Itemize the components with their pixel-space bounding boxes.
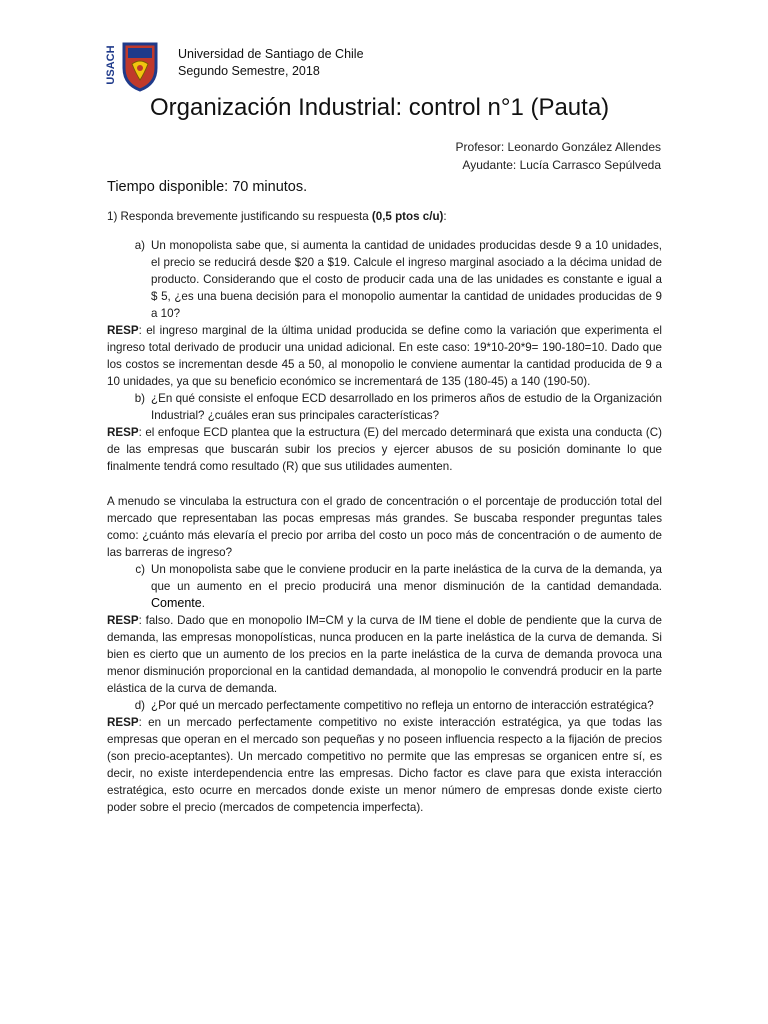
staff-block bbox=[456, 138, 661, 174]
item-label: a) bbox=[134, 239, 145, 252]
time-available: Tiempo disponible: 70 minutos. bbox=[107, 179, 308, 195]
item-text: ¿En qué consiste el enfoque ECD desarrollado en los primeros años de estudio de la Organización Industrial? ¿cuáles eran sus principales características? bbox=[151, 392, 662, 422]
item-text: Un monopolista sabe que, si aumenta la cantidad de unidades producidas desde 9 a 10 unidades, el precio se reducirá desde $20 a $19. Calcule el ingreso marginal asociado a la décima unidad de producto. Considerando que el costo de producir cada una de las unidades es constante e igual a $ 5, ¿es una buena decisión para el monopolio aumentar la cantidad de unidades producidas de 9 a 10? bbox=[151, 239, 662, 320]
item-a bbox=[107, 237, 662, 322]
page-title: Organización Industrial: control n°1 (Pauta) bbox=[150, 94, 610, 121]
resp-b-extra: A menudo se vinculaba la estructura con el grado de concentración o el porcentaje de producción total del mercado que representaban las pocas empresas más grandes. Se buscaba responder preguntas tales como: ¿cuánto más elevaría el precio por arriba del costo un poco más de concentración o de aumento de las barreras de ingreso? bbox=[107, 495, 662, 559]
professor: Profesor: Leonardo González Allendes bbox=[455, 140, 661, 154]
question-1-intro: 1) Responda brevemente justificando su respuesta (0,5 ptos c/u): bbox=[107, 210, 447, 223]
usach-logo bbox=[104, 38, 164, 92]
item-label: c) bbox=[135, 563, 145, 576]
resp-c: RESP: falso. Dado que en monopolio IM=CM y la curva de IM tiene el doble de pendiente que la curva de demanda, las empresas monopolísticas, nunca producen en la parte inelástica de la curva de demanda. Si bien es cierto que un aumento de los precios en la parte inelástica de la curva de demanda provoca una menor disminución proporcional en la cantidad demandada, al monopolio le convendrá producir en la parte elástica de la curva de demanda. bbox=[107, 614, 662, 695]
item-label: b) bbox=[134, 392, 145, 405]
resp-b: RESP: el enfoque ECD plantea que la estructura (E) del mercado determinará que exista una conducta (C) de las empresas que buscarán subir los precios y ejercer abusos de su posición dominante lo que finalmente tendrá como resultado (R) que sus utilidades aumenten. bbox=[107, 426, 662, 473]
comment-word: Comente bbox=[151, 596, 202, 610]
item-b bbox=[107, 390, 662, 424]
item-c bbox=[107, 561, 662, 612]
usach-logo-text: USACH bbox=[105, 45, 117, 85]
document-body bbox=[107, 208, 662, 816]
item-text: ¿Por qué un mercado perfectamente competitivo no refleja un entorno de interacción estratégica? bbox=[151, 699, 654, 712]
points-label: (0,5 ptos c/u) bbox=[371, 210, 444, 223]
item-d bbox=[107, 697, 662, 714]
resp-d: RESP: en un mercado perfectamente competitivo no existe interacción estratégica, ya que todas las empresas que operan en el mercado son pequeñas y no poseen influencia respecto a la fijación de precios (son precio-aceptantes). Un mercado competitivo no permite que las empresas se organicen entre sí, es decir, no existe interdependencia entre las empresas. Dicho factor es clave para que exista interacción estratégica, esto ocurre en mercados donde existe un menor número de empresas donde existe cierto poder sobre el precio (mercados de competencia imperfecta). bbox=[107, 716, 662, 814]
spacer bbox=[107, 475, 662, 493]
item-label: d) bbox=[134, 699, 145, 712]
resp-a: RESP: el ingreso marginal de la última unidad producida se define como la variación que experimenta el ingreso total derivado de producir una unidad adicional. En este caso: 19*10-20*9= 190-180=10. Dado que los costos se incrementan desde 45 a 50, al monopolio le conviene aumentar la cantidad producida de 9 a 10 unidades, ya que su beneficio económico se incrementará de 135 (180-45) a 140 (190-50). bbox=[107, 324, 662, 388]
assistant: Ayudante: Lucía Carrasco Sepúlveda bbox=[462, 158, 661, 172]
university-header bbox=[178, 46, 364, 80]
item-text: Un monopolista sabe que le conviene producir en la parte inelástica de la curva de la demanda, ya que un aumento en el precio producirá una menor disminución de la cantidad demandada. Comente. bbox=[151, 563, 662, 610]
semester: Segundo Semestre, 2018 bbox=[178, 64, 320, 78]
university-name: Universidad de Santiago de Chile bbox=[178, 47, 364, 61]
